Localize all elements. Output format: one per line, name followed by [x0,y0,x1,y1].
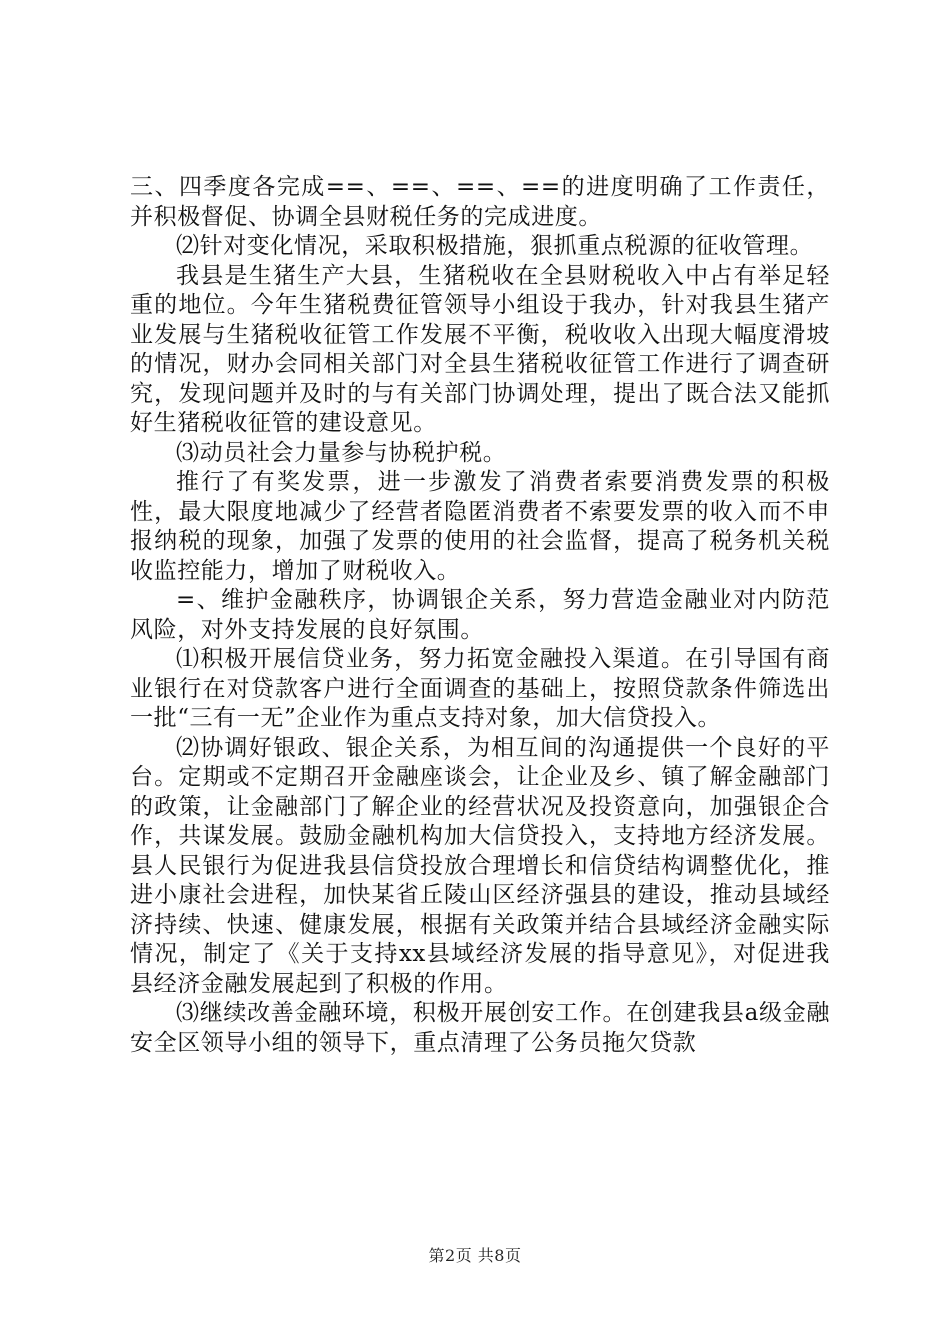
paragraph-6: =、维护金融秩序，协调银企关系，努力营造金融业对内防范风险，对外支持发展的良好氛围。 [130,587,830,643]
paragraph-5: 推行了有奖发票，进一步激发了消费者索要消费发票的积极性，最大限度地减少了经营者隐匿消费者不索要发票的收入而不申报纳税的现象，加强了发票的使用的社会监督，提高了税务机关税收监控能力，增加了财税收入。 [130,469,830,584]
paragraph-7: ⑴积极开展信贷业务，努力拓宽金融投入渠道。在引导国有商业银行在对贷款客户进行全面调查的基础上，按照贷款条件筛选出一批“三有一无”企业作为重点支持对象，加大信贷投入。 [130,646,830,731]
page-footer: 第2页 共8页 [428,1246,522,1265]
document-body [130,173,830,1058]
paragraph-9: ⑶继续改善金融环境，积极开展创安工作。在创建我县a级金融安全区领导小组的领导下，重点清理了公务员拖欠贷款 [130,1000,830,1056]
paragraph-2: ⑵针对变化情况，采取积极措施，狠抓重点税源的征收管理。 [176,233,814,259]
paragraph-3: 我县是生猪生产大县，生猪税收在全县财税收入中占有举足轻重的地位。今年生猪税费征管领导小组设于我办，针对我县生猪产业发展与生猪税收征管工作发展不平衡，税收收入出现大幅度滑坡的情况，财办会同相关部门对全县生猪税收征管工作进行了调查研究，发现问题并及时的与有关部门协调处理，提出了既合法又能抓好生猪税收征管的建设意见。 [130,262,830,436]
paragraph-4: ⑶动员社会力量参与协税护税。 [176,439,507,466]
paragraph-8: ⑵协调好银政、银企关系，为相互间的沟通提供一个良好的平台。定期或不定期召开金融座谈会，让企业及乡、镇了解金融部门的政策，让金融部门了解企业的经营状况及投资意向，加强银企合作，共谋发展。鼓励金融机构加大信贷投入，支持地方经济发展。县人民银行为促进我县信贷投放合理增长和信贷结构调整优化，推进小康社会进程，加快某省丘陵山区经济强县的建设，推动县域经济持续、快速、健康发展，根据有关政策并结合县域经济金融实际情况，制定了《关于支持xx县域经济发展的指导意见》，对促进我县经济金融发展起到了积极的作用。 [130,734,830,997]
paragraph-1: 三、四季度各完成==、==、==、==的进度明确了工作责任，并积极督促、协调全县财税任务的完成进度。 [130,174,830,230]
